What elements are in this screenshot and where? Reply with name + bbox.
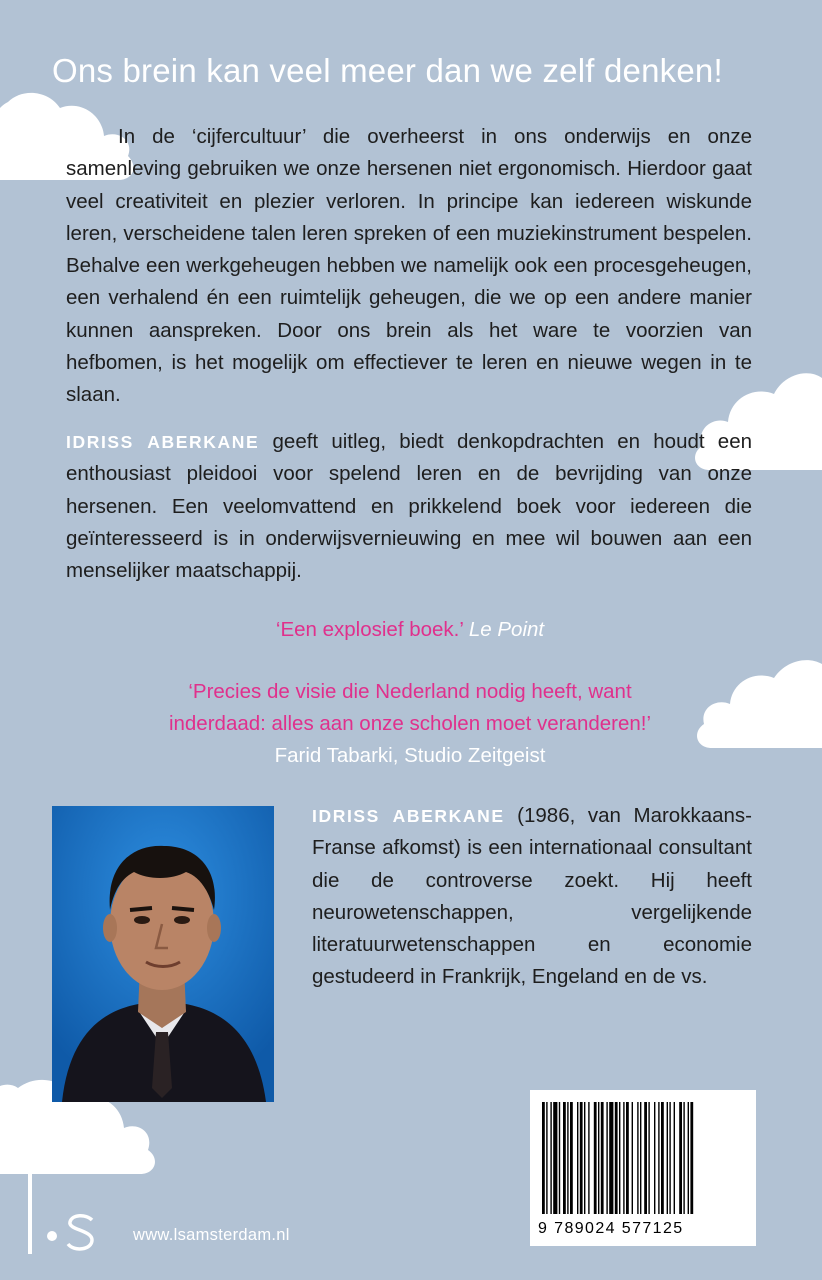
author-name: IDRISS ABERKANE xyxy=(66,432,260,452)
barcode-bar xyxy=(637,1102,638,1214)
barcode-bar xyxy=(669,1102,670,1214)
barcode-bar xyxy=(570,1102,573,1214)
barcode-bar xyxy=(640,1102,641,1214)
barcode-bar xyxy=(644,1102,647,1214)
quote-1 xyxy=(60,614,760,646)
barcode-bar xyxy=(688,1102,689,1214)
barcode-bar xyxy=(690,1102,693,1214)
barcode-bar xyxy=(619,1102,620,1214)
blurb-paragraph: In de ‘cijfercultuur’ die overheerst in ons onderwijs en onze samenleving gebruiken we onze hersenen niet ergonomisch. Hierdoor gaat veel creativiteit en plezier verloren. In principe kan iedereen wiskunde leren, verscheidene talen leren spreken of een muziekinstrument bespelen. Behalve een werkgeheugen hebben we namelijk ook een procesgeheugen, een verhalend én een ruimtelijk geheugen, die we op een andere manier kunnen aanspreken. Door ons brein als het ware te voorzien van hefbomen, is het mogelijk om effectiever te leren en nieuwe wegen in te slaan. xyxy=(66,125,752,407)
barcode-bar xyxy=(567,1102,568,1214)
barcode-bar xyxy=(580,1102,583,1214)
barcode-bars xyxy=(540,1102,746,1214)
quote-2-line-1: ‘Precies de visie die Nederland nodig heeft, want xyxy=(188,680,632,703)
isbn-digits: 9 789024 577125 xyxy=(538,1220,684,1237)
bio-text: (1986, van Marokkaans-Franse afkomst) is een internationaal consultant die de controverse zoekt. Hij heeft neurowetenschappen, vergelijkende literatuurwetenschappen en economie gestudeerd in Frankrijk, Engeland en de vs. xyxy=(312,804,752,989)
author-paragraph-text: geeft uitleg, biedt denkopdrachten en houdt een enthousiast pleidooi voor spelend leren en de bevrijding van onze hersenen. Een veelomvattend en prikkelend boek voor iedereen die geïnteresseerd is in onderwijsvernieuwing en mee wil bouwen aan een menselijker maatschappij. xyxy=(66,430,753,583)
headline: Ons brein kan veel meer dan we zelf denken! xyxy=(52,52,723,89)
publisher-logo xyxy=(22,1168,112,1258)
quote-1-source: Le Point xyxy=(468,618,545,641)
barcode-bar xyxy=(550,1102,551,1214)
barcode-bar xyxy=(654,1102,655,1214)
barcode-bar xyxy=(683,1102,684,1214)
quote-2-source: Farid Tabarki, Studio Zeitgeist xyxy=(274,744,546,767)
author-paragraph xyxy=(66,426,752,587)
quote-2-line-2: inderdaad: alles aan onze scholen moet veranderen!’ xyxy=(168,712,652,735)
barcode-bar xyxy=(546,1102,547,1214)
quote-1-text: ‘Een explosief boek.’ xyxy=(275,618,464,641)
barcode-bar xyxy=(563,1102,566,1214)
barcode-bar xyxy=(598,1102,599,1214)
barcode-bar xyxy=(632,1102,633,1214)
barcode-bar xyxy=(588,1102,589,1214)
barcode-bar xyxy=(601,1102,604,1214)
barcode-bar xyxy=(661,1102,664,1214)
barcode xyxy=(530,1090,756,1246)
barcode-bar xyxy=(658,1102,659,1214)
barcode-bar xyxy=(559,1102,560,1214)
barcode-bar xyxy=(542,1102,545,1214)
barcode-bar xyxy=(594,1102,597,1214)
author-photo xyxy=(52,806,274,1102)
barcode-bar xyxy=(577,1102,578,1214)
barcode-bar xyxy=(553,1102,557,1214)
barcode-bar xyxy=(623,1102,624,1214)
quote-2 xyxy=(60,676,760,772)
barcode-bar xyxy=(584,1102,585,1214)
publisher-website: www.lsamsterdam.nl xyxy=(133,1226,290,1244)
barcode-bar xyxy=(615,1102,618,1214)
barcode-bar xyxy=(609,1102,613,1214)
barcode-bar xyxy=(648,1102,649,1214)
barcode-bar xyxy=(679,1102,682,1214)
barcode-bar xyxy=(674,1102,675,1214)
bio-author-name: IDRISS ABERKANE xyxy=(312,806,505,826)
barcode-bar xyxy=(626,1102,629,1214)
barcode-bar xyxy=(667,1102,668,1214)
barcode-bar xyxy=(606,1102,607,1214)
author-bio xyxy=(312,800,752,994)
